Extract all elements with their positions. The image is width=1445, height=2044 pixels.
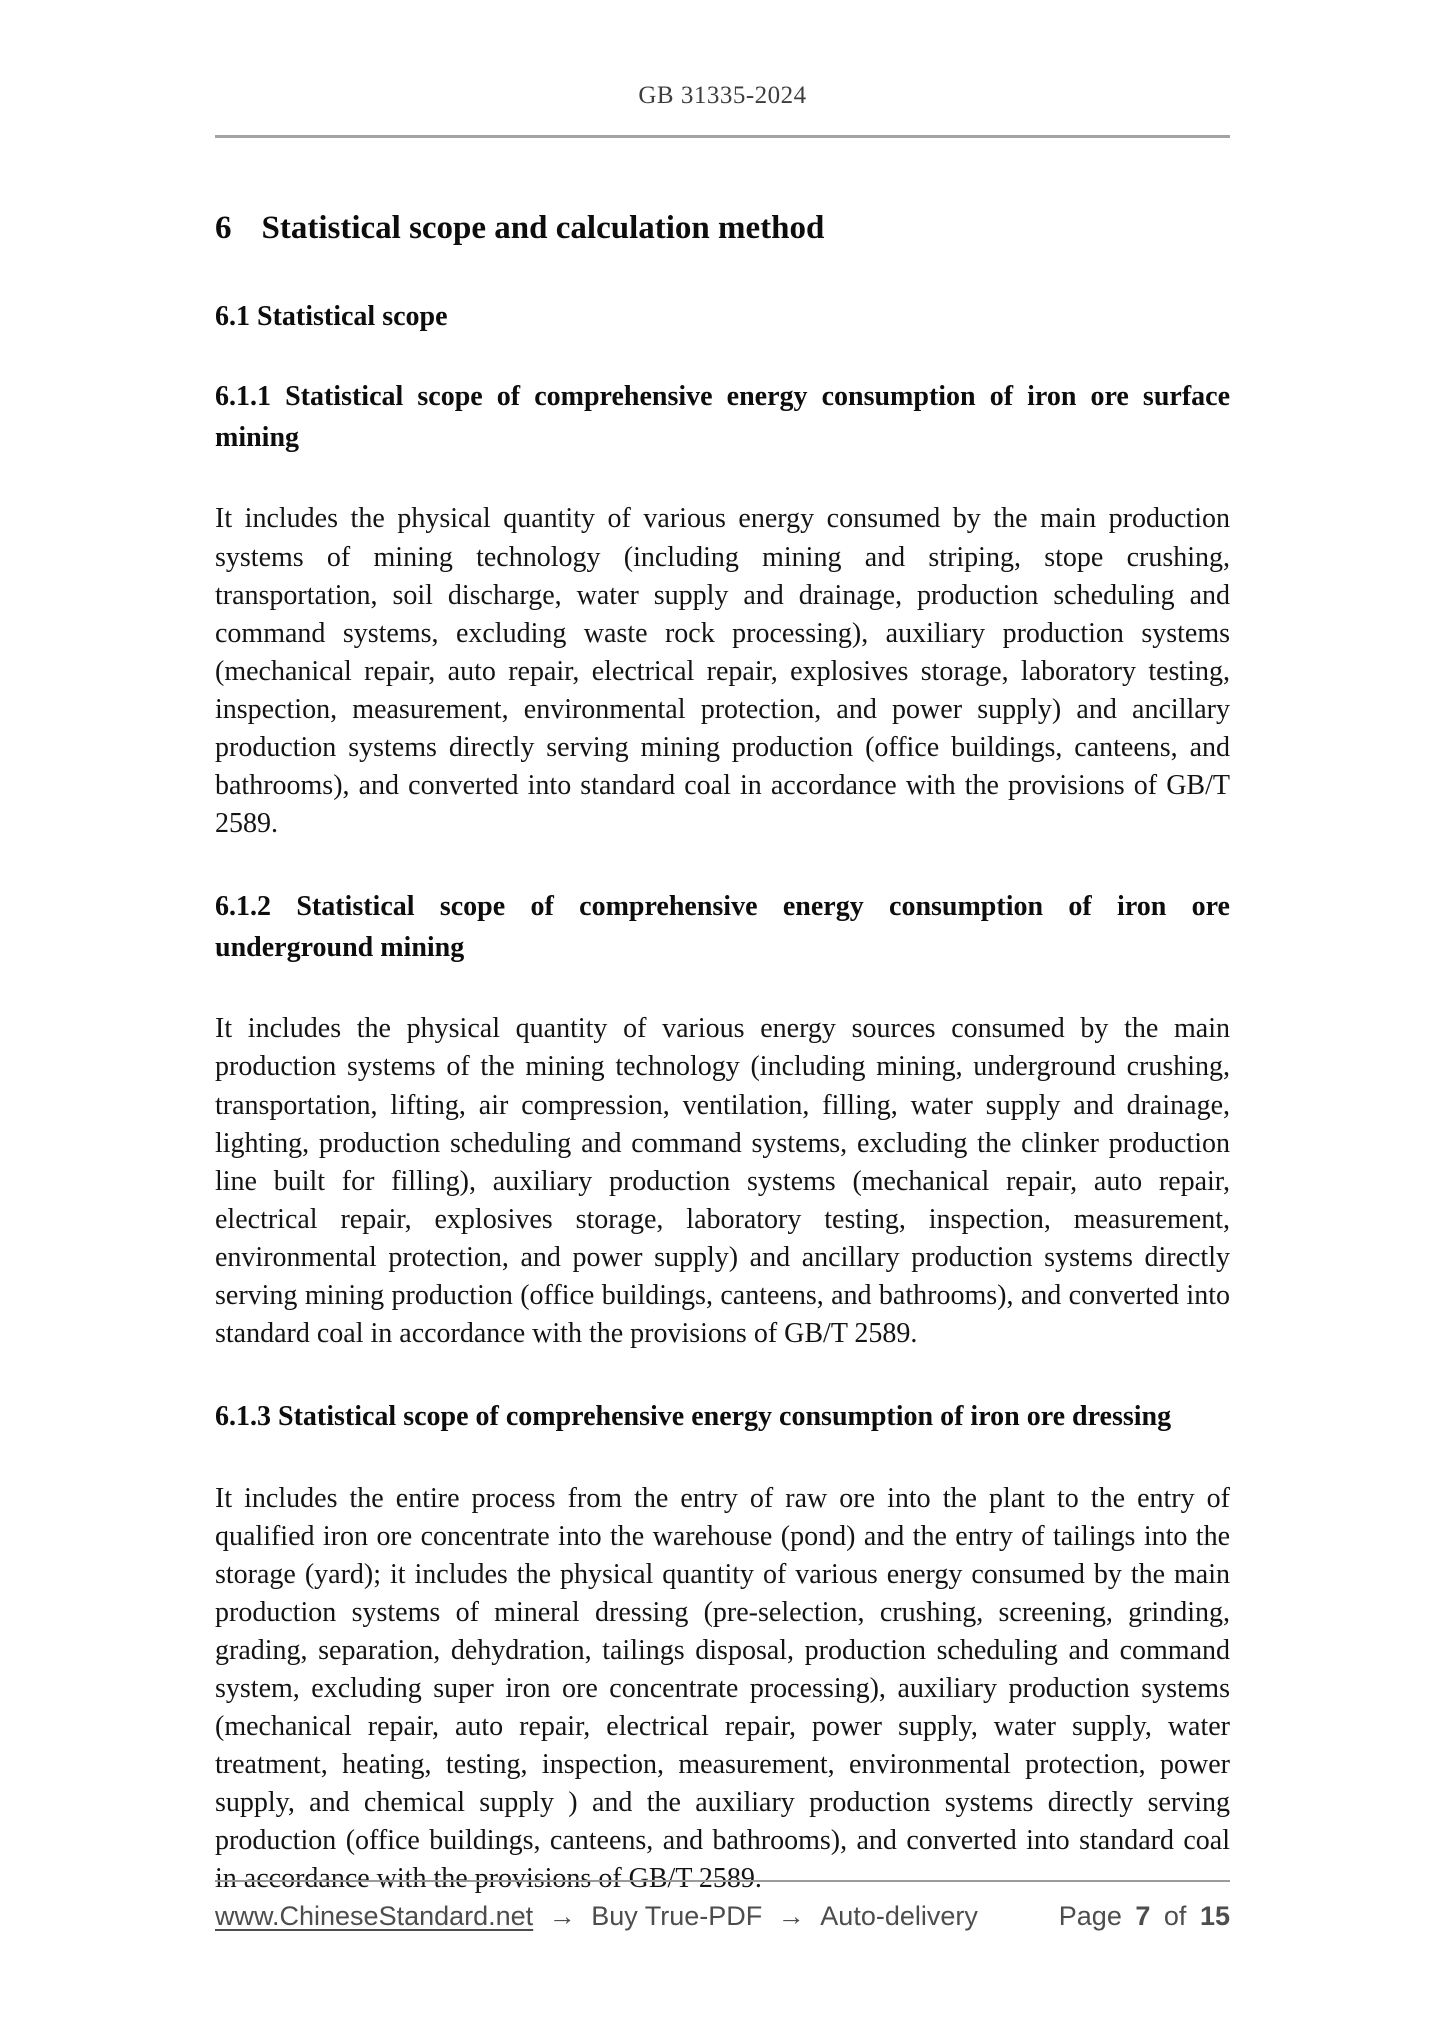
subsection-heading [215,300,1230,334]
clause-heading-611: 6.1.1 Statistical scope of comprehensive energy consumption of iron ore surface mining [215,381,1230,453]
page-footer [215,1880,1230,1932]
footer-divider [215,1880,1230,1882]
header-divider [215,135,1230,138]
standard-code-header [215,82,1230,111]
auto-delivery-label: Auto-delivery [820,1901,978,1931]
clause-heading-612: 6.1.2 Statistical scope of comprehensive energy consumption of iron ore underground mining [215,891,1230,963]
page-number: 7 [1135,1901,1151,1931]
clause-body-613: It includes the entire process from the entry of raw ore into the plant to the entry of qualified iron ore concentrate into the warehouse (pond) and the entry of tailings into the storage (yard); it includes the physical quantity of various energy consumed by the main production systems of mineral dressing (pre-selection, crushing, screening, grinding, grading, separation, dehydration, tailings disposal, production scheduling and command system, excluding super iron ore concentrate processing), auxiliary production systems (mechanical repair, auto repair, electrical repair, power supply, water supply, water treatment, heating, testing, inspection, measurement, environmental protection, power supply, and chemical supply ) and the auxiliary production systems directly serving production (office buildings, canteens, and bathrooms), and converted into standard coal in accordance with the provisions of GB/T 2589. [215,1482,1230,1895]
subsection-title: 6.1 Statistical scope [215,300,448,332]
content-column [215,0,1230,1899]
clause-body-611: It includes the physical quantity of various energy consumed by the main production systems of mining technology (including mining and striping, stope crushing, transportation, soil discharge, water supply and drainage, production scheduling and command systems, excluding waste rock processing), auxiliary production systems (mechanical repair, auto repair, electrical repair, explosives storage, laboratory testing, inspection, measurement, environmental protection, and power supply) and ancillary production systems directly serving mining production (office buildings, canteens, and bathrooms), and converted into standard coal in accordance with the provisions of GB/T 2589. [215,503,1230,840]
buy-pdf-label: Buy True-PDF [591,1901,763,1931]
total-pages: 15 [1199,1901,1230,1931]
of-label: of [1163,1901,1187,1931]
footer-row [215,1900,1230,1932]
page-indicator [1059,1900,1230,1932]
clause-body-612: It includes the physical quantity of various energy sources consumed by the main production systems of the mining technology (including mining, underground crushing, transportation, lifting, air compression, ventilation, filling, water supply and drainage, lighting, production scheduling and command systems, excluding the clinker production line built for filling), auxiliary production systems (mechanical repair, auto repair, electrical repair, explosives storage, laboratory testing, inspection, measurement, environmental protection, and power supply) and ancillary production systems directly serving mining production (office buildings, canteens, and bathrooms), and converted into standard coal in accordance with the provisions of GB/T 2589. [215,1013,1230,1349]
website-link[interactable]: www.ChineseStandard.net [215,1901,534,1931]
clause-heading-613: 6.1.3 Statistical scope of comprehensive energy consumption of iron ore dressing [215,1401,1172,1433]
section-title: Statistical scope and calculation method [261,209,825,246]
section-number: 6 [215,209,232,246]
arrow-icon: → [777,1901,805,1931]
section-heading [215,210,1230,248]
standard-code: GB 31335-2024 [638,82,807,109]
page-label: Page [1058,1901,1122,1931]
arrow-icon: → [548,1901,576,1931]
footer-source-line [215,1900,978,1932]
